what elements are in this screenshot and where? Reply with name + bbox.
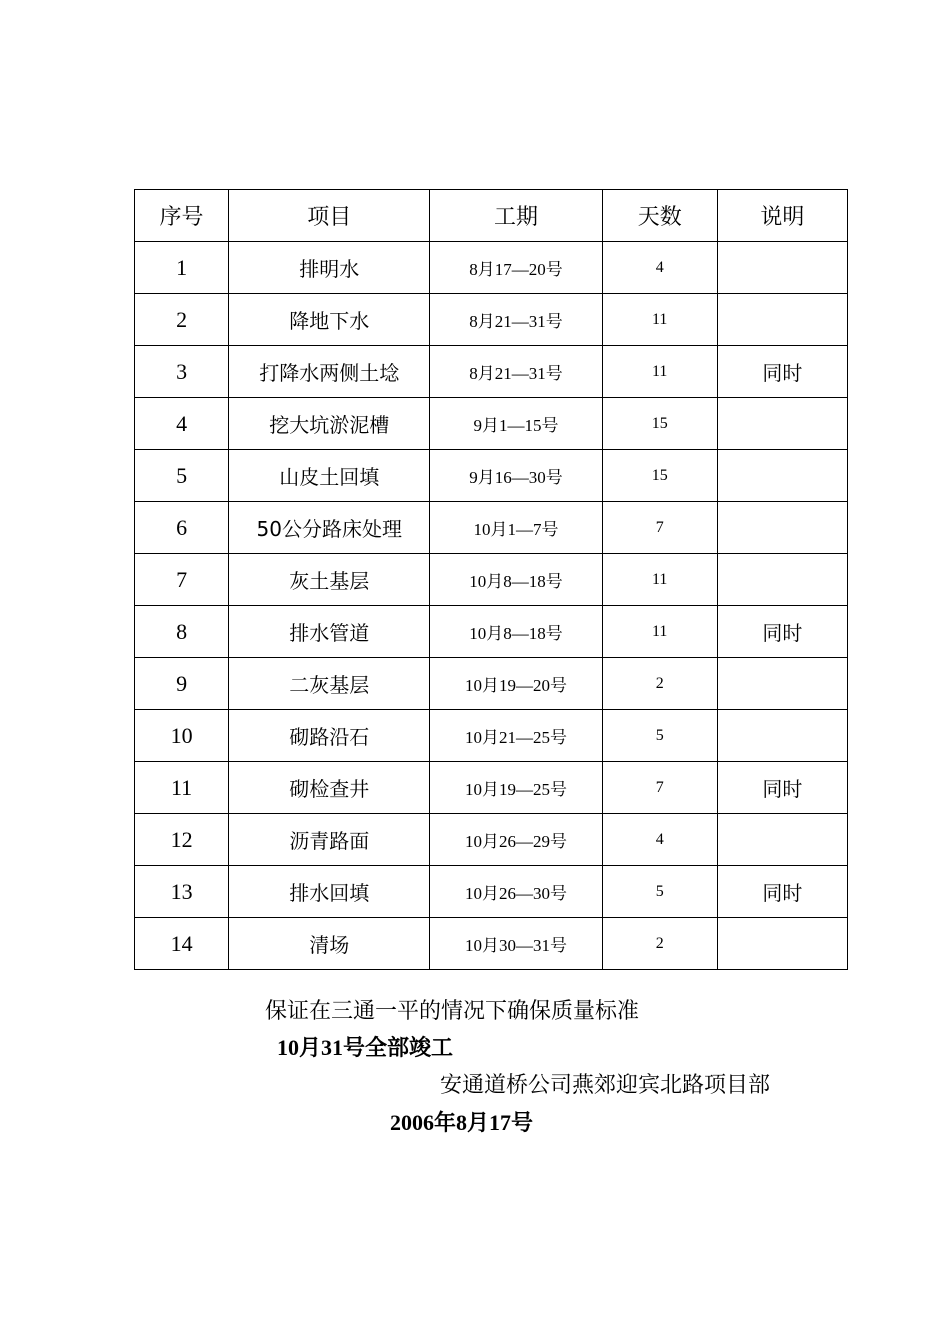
header-note: 说明	[717, 190, 847, 242]
cell-period: 8月21—31号	[430, 294, 602, 346]
table-row	[135, 606, 848, 658]
cell-no: 12	[135, 814, 229, 866]
cell-item: 砌路沿石	[229, 710, 430, 762]
cell-item: 砌检查井	[229, 762, 430, 814]
completion-statement: 10月31号全部竣工	[277, 1035, 454, 1060]
table-row	[135, 918, 848, 970]
cell-no: 3	[135, 346, 229, 398]
cell-note	[717, 242, 847, 294]
cell-item: 排明水	[229, 242, 430, 294]
cell-period: 10月26—29号	[430, 814, 602, 866]
cell-note: 同时	[717, 762, 847, 814]
cell-period: 8月21—31号	[430, 346, 602, 398]
cell-period: 10月19—20号	[430, 658, 602, 710]
header-row	[135, 190, 848, 242]
cell-days: 4	[602, 814, 717, 866]
header-period: 工期	[430, 190, 602, 242]
table-row	[135, 398, 848, 450]
table-header	[135, 190, 848, 242]
cell-no: 10	[135, 710, 229, 762]
cell-note	[717, 398, 847, 450]
department-signature: 安通道桥公司燕郊迎宾北路项目部	[440, 1073, 771, 1098]
quality-statement: 保证在三通一平的情况下确保质量标准	[265, 999, 640, 1024]
cell-days: 7	[602, 762, 717, 814]
document-date: 2006年8月17号	[390, 1110, 534, 1135]
cell-period: 9月16—30号	[430, 450, 602, 502]
header-item: 项目	[229, 190, 430, 242]
table-row	[135, 814, 848, 866]
cell-days: 11	[602, 554, 717, 606]
table-row	[135, 866, 848, 918]
table-row	[135, 346, 848, 398]
cell-days: 5	[602, 710, 717, 762]
cell-days: 11	[602, 346, 717, 398]
table-row	[135, 658, 848, 710]
cell-days: 2	[602, 658, 717, 710]
cell-period: 10月30—31号	[430, 918, 602, 970]
table-row	[135, 294, 848, 346]
cell-note	[717, 554, 847, 606]
header-days: 天数	[602, 190, 717, 242]
cell-days: 2	[602, 918, 717, 970]
table-row	[135, 450, 848, 502]
cell-days: 4	[602, 242, 717, 294]
cell-period: 10月8—18号	[430, 606, 602, 658]
cell-period: 9月1—15号	[430, 398, 602, 450]
cell-note: 同时	[717, 606, 847, 658]
table-row	[135, 502, 848, 554]
cell-note	[717, 918, 847, 970]
table-row	[135, 710, 848, 762]
table-row	[135, 554, 848, 606]
cell-period: 10月1—7号	[430, 502, 602, 554]
cell-item: 打降水两侧土埝	[229, 346, 430, 398]
cell-note	[717, 502, 847, 554]
table-body	[135, 242, 848, 970]
cell-no: 2	[135, 294, 229, 346]
cell-days: 7	[602, 502, 717, 554]
cell-no: 4	[135, 398, 229, 450]
cell-no: 8	[135, 606, 229, 658]
cell-no: 11	[135, 762, 229, 814]
cell-note	[717, 450, 847, 502]
cell-days: 15	[602, 450, 717, 502]
cell-note: 同时	[717, 346, 847, 398]
cell-no: 13	[135, 866, 229, 918]
cell-period: 8月17—20号	[430, 242, 602, 294]
header-no: 序号	[135, 190, 229, 242]
cell-period: 10月8—18号	[430, 554, 602, 606]
cell-item: 山皮土回填	[229, 450, 430, 502]
cell-item: 沥青路面	[229, 814, 430, 866]
cell-item: 降地下水	[229, 294, 430, 346]
cell-days: 5	[602, 866, 717, 918]
cell-no: 5	[135, 450, 229, 502]
cell-days: 11	[602, 294, 717, 346]
cell-item: 排水回填	[229, 866, 430, 918]
construction-schedule-table	[134, 189, 848, 970]
cell-period: 10月19—25号	[430, 762, 602, 814]
cell-item: 二灰基层	[229, 658, 430, 710]
cell-no: 7	[135, 554, 229, 606]
table-row	[135, 242, 848, 294]
cell-item: 50公分路床处理	[229, 502, 430, 554]
cell-days: 11	[602, 606, 717, 658]
cell-item: 挖大坑淤泥槽	[229, 398, 430, 450]
table-row	[135, 762, 848, 814]
cell-no: 14	[135, 918, 229, 970]
cell-no: 9	[135, 658, 229, 710]
cell-item: 清场	[229, 918, 430, 970]
cell-note	[717, 658, 847, 710]
cell-no: 1	[135, 242, 229, 294]
cell-note	[717, 710, 847, 762]
cell-period: 10月21—25号	[430, 710, 602, 762]
cell-no: 6	[135, 502, 229, 554]
cell-period: 10月26—30号	[430, 866, 602, 918]
cell-note	[717, 294, 847, 346]
cell-days: 15	[602, 398, 717, 450]
cell-note	[717, 814, 847, 866]
cell-note: 同时	[717, 866, 847, 918]
cell-item: 排水管道	[229, 606, 430, 658]
cell-item: 灰土基层	[229, 554, 430, 606]
